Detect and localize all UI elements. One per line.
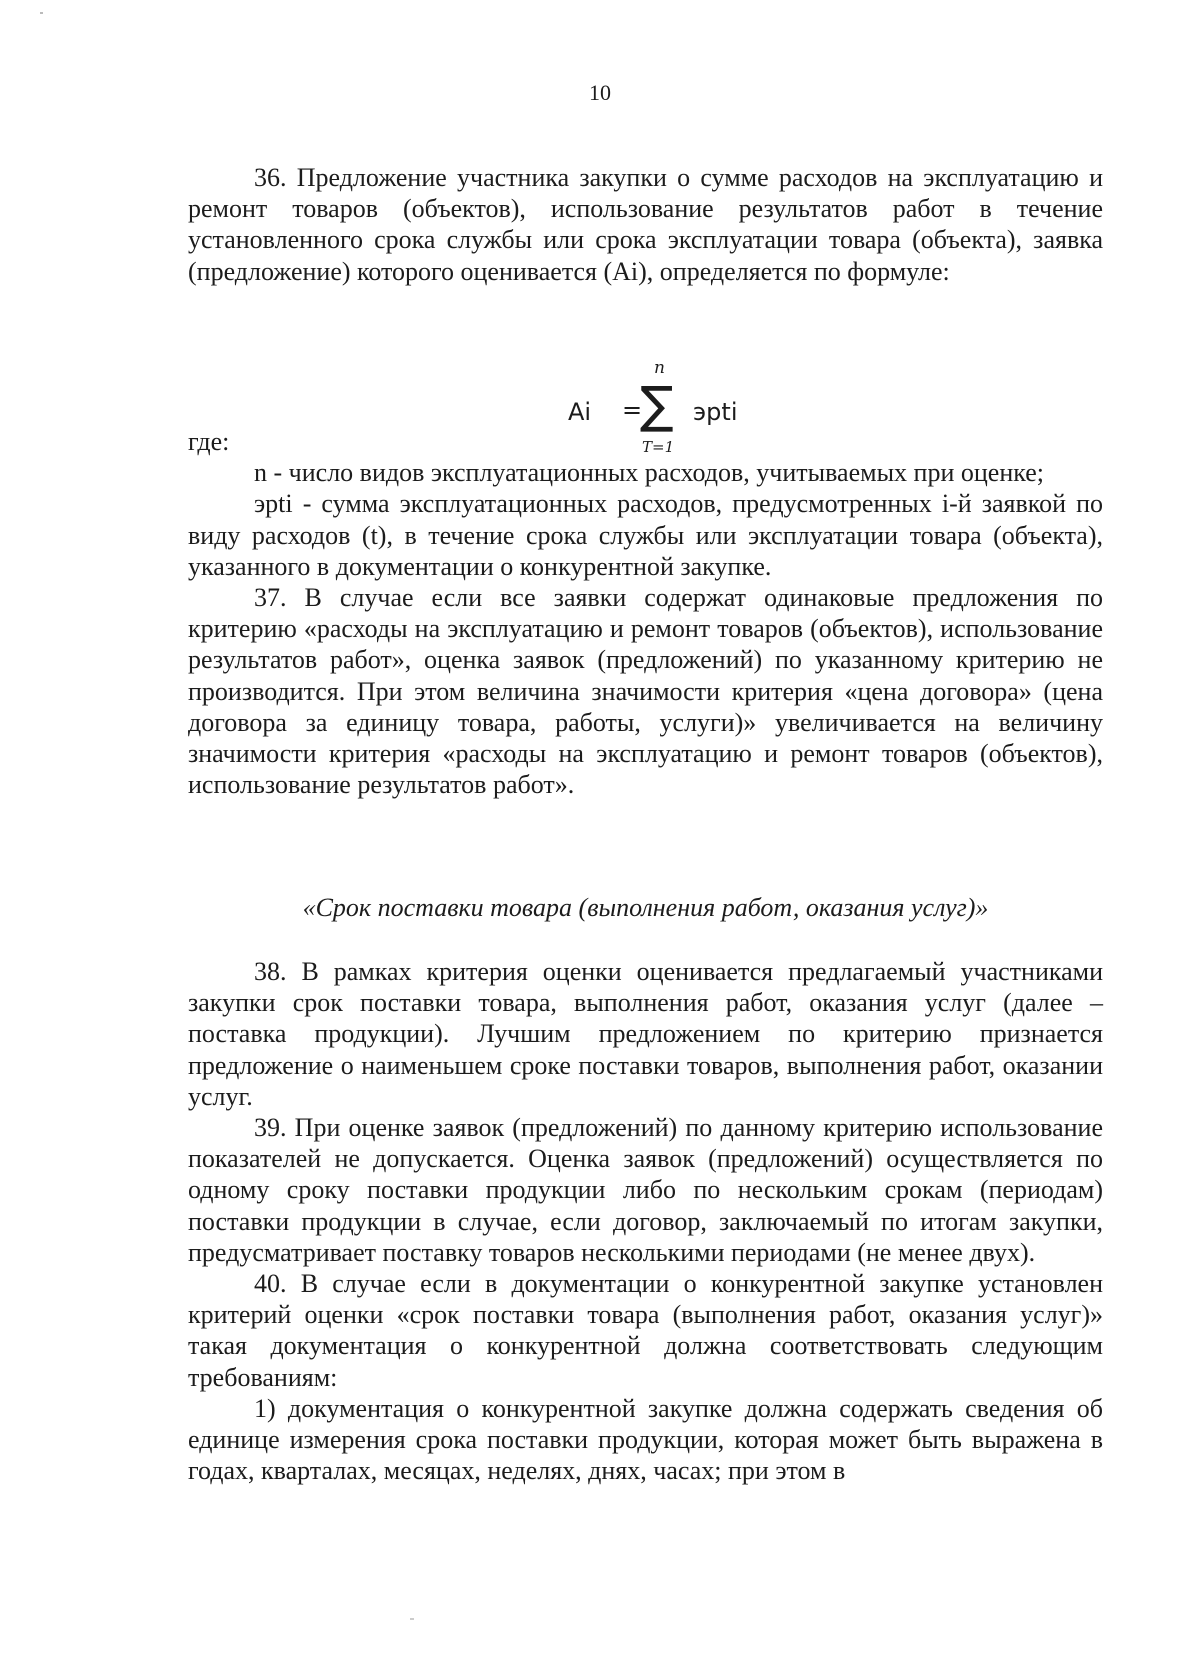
paragraph-38: 38. В рамках критерия оценки оценивается предлагаемый участниками закупки срок поставки товара, выполнения работ, оказания услуг (далее – поставка продукции). Лучшим предложением по критерию признается предложение о наименьшем сроке поставки товаров, выполнения работ, оказании услуг. [188,957,1103,1111]
sum-icon: ∑ [640,376,674,434]
formula-term: эрti [693,398,738,426]
where-label: где: [188,427,230,456]
formula-lower-limit: T=1 [642,438,675,456]
paragraph-39: 39. При оценке заявок (предложений) по данному критерию использование показателей не допускается. Оценка заявок (предложений) осуществляется по одному сроку поставки продукции либо по нескольким срокам (периодам) поставки продукции в случае, если договор, заключаемый по итогам закупки, предусматривает поставку товаров несколькими периодами (не менее двух). [188,1113,1103,1267]
definition-erpti: эрti - сумма эксплуатационных расходов, предусмотренных i-й заявкой по виду расходов (t), в течение срока службы или эксплуатации товара (объекта), указанного в документации о конкурентной закупке. [188,489,1103,581]
formula-lhs: Ai [568,398,592,426]
definitions-block [188,426,1103,800]
paragraph-40-1: 1) документация о конкурентной закупке должна содержать сведения об единице измерения срока поставки продукции, которая может быть выражена в годах, кварталах, месяцах, неделях, днях, часах; при этом в [188,1393,1103,1486]
formula-equals: = [622,396,643,424]
section-heading: «Срок поставки товара (выполнения работ, оказания услуг)» [302,893,989,922]
paragraph-37: 37. В случае если все заявки содержат одинаковые предложения по критерию «расходы на эксплуатацию и ремонт товаров (объектов), использование результатов работ», оценка заявок (предложений) по указанному критерию не производится. При этом величина значимости критерия «цена договора» (цена договора за единицу товара, работы, услуги)» увеличивается на величину значимости критерия «расходы на эксплуатацию и ремонт товаров (объектов), использование результатов работ». [188,583,1103,800]
scan-speck [410,1618,414,1620]
page-number: 10 [589,80,611,105]
paragraph-36: 36. Предложение участника закупки о сумме расходов на эксплуатацию и ремонт товаров (объектов), использование результатов работ в течение установленного срока службы или срока эксплуатации товара (объекта), заявка (предложение) которого оценивается (Ai), определяется по формуле: [188,163,1103,286]
scan-speck [40,12,43,14]
paragraph-36-block [188,162,1103,287]
main-text-block [188,956,1103,1486]
definition-n: n - число видов эксплуатационных расходов, учитываемых при оценке; [254,458,1045,488]
formula-upper-limit: n [654,358,665,378]
paragraph-40: 40. В случае если в документации о конкурентной закупке установлен критерий оценки «срок поставки товара (выполнения работ, оказания услуг)» такая документация о конкурентной должна соответствовать следующим требованиям: [188,1269,1103,1392]
